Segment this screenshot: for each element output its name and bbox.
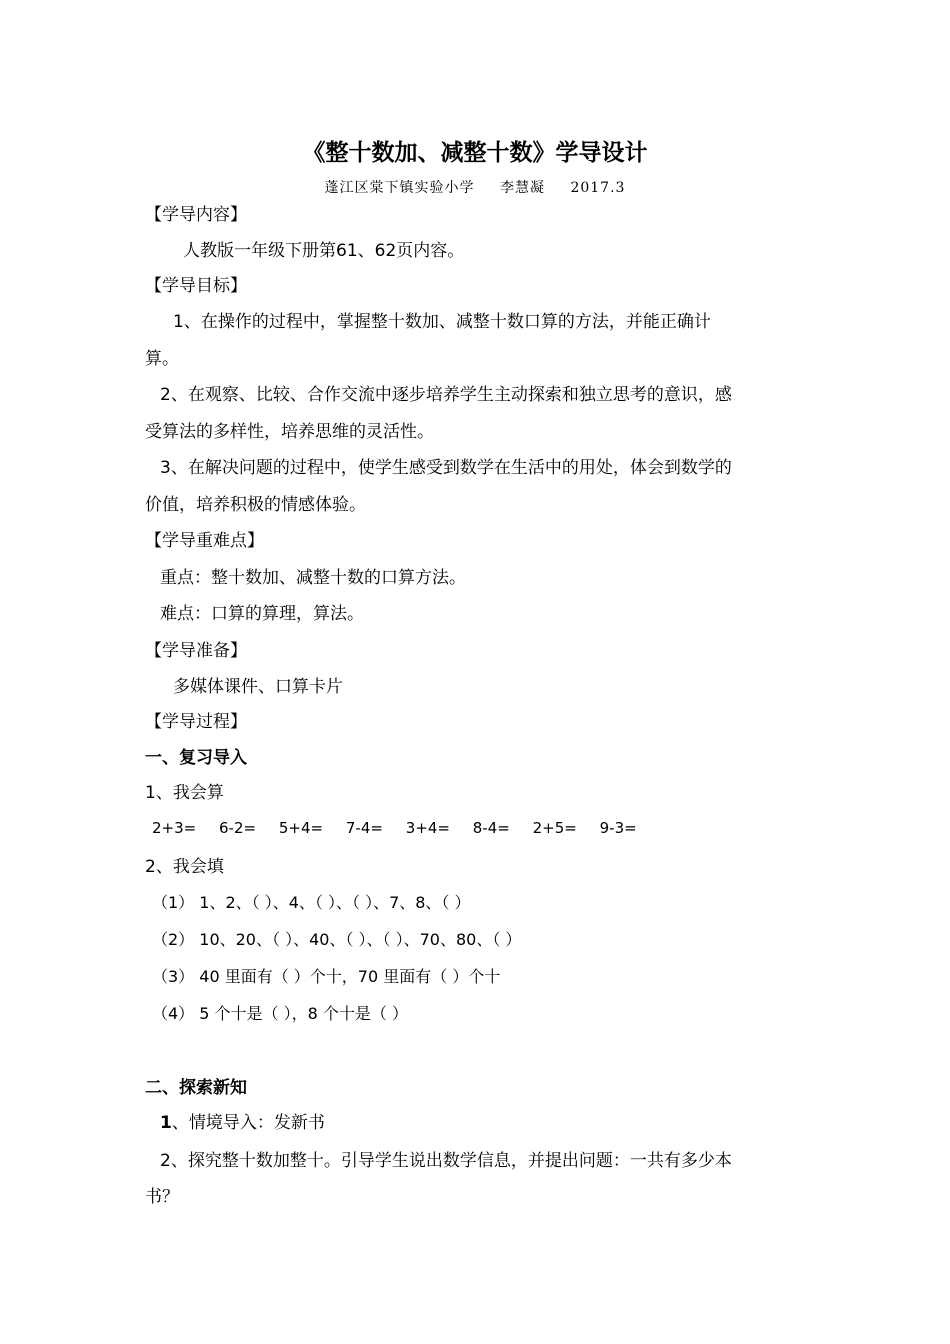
- key-points-heading: 【学导重难点】: [145, 531, 264, 551]
- goal-2-line-2: 受算法的多样性，培养思维的灵活性。: [145, 422, 434, 442]
- calc-item: 2+5=: [532, 819, 577, 837]
- key-point-text: 重点：整十数加、减整十数的口算方法。: [160, 568, 466, 588]
- calc-item: 5+4=: [278, 819, 324, 837]
- byline-author: 李慧凝: [500, 180, 545, 196]
- new-knowledge-2-line-2: 书？: [145, 1187, 179, 1207]
- document-title: 《整十数加、减整十数》学导设计: [302, 140, 648, 166]
- new-knowledge-2-line-1: 2、探究整十数加整十。引导学生说出数学信息，并提出问题：一共有多少本: [160, 1151, 732, 1171]
- calc-item: 6-2=: [219, 819, 257, 837]
- content-heading: 【学导内容】: [145, 205, 247, 225]
- part-1-sub-2: 2、我会填: [145, 857, 224, 877]
- calc-item: 9-3=: [599, 819, 637, 837]
- fill-item-2: （2） 10、20、（ ）、40、（ ）、（ ）、70、80、（ ）: [152, 930, 522, 949]
- content-text: 人教版一年级下册第61、62页内容。: [183, 241, 465, 261]
- goal-3-line-2: 价值，培养积极的情感体验。: [145, 495, 366, 515]
- calc-item: 7-4=: [345, 819, 383, 837]
- difficult-point-text: 难点：口算的算理，算法。: [160, 604, 364, 624]
- goal-1-line-2: 算。: [145, 349, 179, 369]
- fill-item-3: （3） 40 里面有（ ）个十，70 里面有（ ）个十: [152, 967, 501, 986]
- new-knowledge-1-number: 1: [160, 1113, 172, 1133]
- calc-item: 8-4=: [472, 819, 510, 837]
- calc-item: 2+3=: [152, 819, 197, 837]
- preparation-heading: 【学导准备】: [145, 641, 247, 661]
- part-1-heading: 一、复习导入: [145, 748, 247, 768]
- byline-date: 2017.3: [570, 180, 626, 196]
- goal-3-line-1: 3、在解决问题的过程中，使学生感受到数学在生活中的用处，体会到数学的: [160, 458, 732, 478]
- goal-1-line-1: 1、在操作的过程中，掌握整十数加、减整十数口算的方法，并能正确计: [173, 312, 711, 332]
- part-1-sub-1: 1、我会算: [145, 783, 224, 803]
- goal-heading: 【学导目标】: [145, 276, 247, 296]
- fill-item-4: （4） 5 个十是（ ），8 个十是（ ）: [152, 1004, 408, 1023]
- byline: [0, 178, 950, 198]
- part-2-heading: 二、探索新知: [145, 1078, 247, 1098]
- preparation-text: 多媒体课件、口算卡片: [173, 677, 343, 697]
- new-knowledge-1-text: 、情境导入：发新书: [171, 1113, 325, 1133]
- fill-item-1: （1） 1、2、（ ）、4、（ ）、（ ）、7、8、（ ）: [152, 893, 471, 912]
- calc-item: 3+4=: [405, 819, 450, 837]
- calculation-row: [152, 818, 655, 838]
- new-knowledge-1: [160, 1112, 325, 1134]
- goal-2-line-1: 2、在观察、比较、合作交流中逐步培养学生主动探索和独立思考的意识，感: [160, 385, 732, 405]
- byline-school: 蓬江区棠下镇实验小学: [324, 180, 475, 196]
- process-heading: 【学导过程】: [145, 712, 247, 732]
